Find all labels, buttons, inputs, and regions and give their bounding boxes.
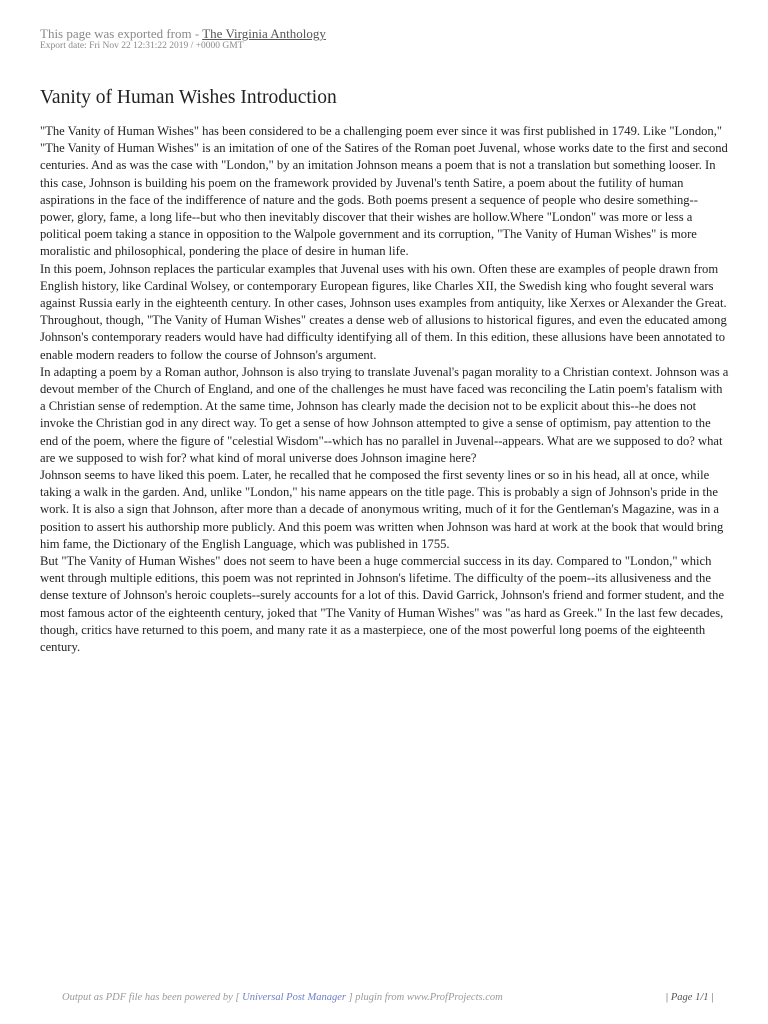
export-prefix: This page was exported from -	[40, 26, 203, 41]
footer-credit-prefix: Output as PDF file has been powered by [	[62, 992, 243, 1003]
paragraph: But "The Vanity of Human Wishes" does not seem to have been a huge commercial success in its day. Compared to "London," which went through multiple editions, this poem was not reprinted in Johnson's lifetime. The difficulty of the poem--its allusiveness and the dense texture of Johnson's heroic couplets--surely accounts for a lot of this. David Garrick, Johnson's friend and former student, and the most famous actor of the eighteenth century, joked that "The Vanity of Human Wishes" was "as hard as Greek." In the last few decades, though, critics have returned to this poem, and many rate it as a masterpiece, one of the most powerful long poems of the eighteenth century.	[40, 554, 725, 655]
export-date: Export date: Fri Nov 22 12:31:22 2019 / +0000 GMT	[40, 41, 244, 51]
paragraph: "The Vanity of Human Wishes" has been considered to be a challenging poem ever since it was first published in 1749. Like "London," "The Vanity of Human Wishes" is an imitation of one of the Satires of the Roman poet Juvenal, whose works date to the first and second centuries. And as was the case with "London," by an imitation Johnson means a poem that is not a translation but something looser. In this case, Johnson is building his poem on the framework provided by Juvenal's tenth Satire, a poem about the futility of human aspirations in the face of the indifference of nature and the gods. Both poems present a sequence of people who desire something--power, glory, fame, a long life--but who then inevitably discover that their wishes are hollow.Where "London" was more or less a political poem taking a stance in opposition to the Walpole government and its corruption, "The Vanity of Human Wishes" is more moralistic and philosophical, pondering the place of desire in human life.	[40, 124, 728, 259]
page-indicator: | Page 1/1 |	[665, 992, 714, 1003]
page-title: Vanity of Human Wishes Introduction	[40, 87, 337, 108]
paragraph: Johnson seems to have liked this poem. Later, he recalled that he composed the first seventy lines or so in his head, all at once, while taking a walk in the garden. And, unlike "London," his name appears on the title page. This is probably a sign of Johnson's pride in the work. It is also a sign that Johnson, after more than a decade of anonymous writing, much of it for the Gentleman's Magazine, was in a position to assert his authorship more publicly. And this poem was written when Johnson was hard at work at the book that would bring him fame, the Dictionary of the English Language, which was published in 1755.	[40, 468, 724, 551]
footer-credit-suffix: ] plugin from www.ProfProjects.com	[345, 992, 503, 1003]
article-body	[40, 123, 730, 656]
export-notice	[40, 26, 326, 41]
footer-credit	[62, 991, 503, 1004]
paragraph: In adapting a poem by a Roman author, Johnson is also trying to translate Juvenal's pagan morality to a Christian context. Johnson was a devout member of the Church of England, and one of the challenges he must have faced was reconciling the Latin poem's fatalism with a Christian sense of redemption. At the same time, Johnson has clearly made the decision not to be explicit about this--he does not invoke the Christian god in any direct way. To get a sense of how Johnson attempted to give a sense of optimism, pay attention to the end of the poem, where the figure of "celestial Wisdom"--which has no parallel in Juvenal--appears. What are we supposed to do? what are we supposed to wish for? what kind of moral universe does Johnson imagine here?	[40, 364, 729, 465]
site-link[interactable]: The Virginia Anthology	[202, 26, 326, 41]
paragraph: In this poem, Johnson replaces the particular examples that Juvenal uses with his own. Often these are examples of people drawn from English history, like Cardinal Wolsey, or contemporary European figures, like Charles XII, the Swedish king who fought several wars against Russia early in the eighteenth century. In other cases, Johnson uses examples from antiquity, like Xerxes or Alexander the Great. Throughout, though, "The Vanity of Human Wishes" creates a dense web of allusions to historical figures, and even the educated among Johnson's contemporary readers would have had difficulty identifying all of them. In this edition, these allusions have been annotated to enable modern readers to follow the course of Johnson's argument.	[40, 261, 727, 362]
plugin-link[interactable]: Universal Post Manager	[242, 992, 346, 1003]
